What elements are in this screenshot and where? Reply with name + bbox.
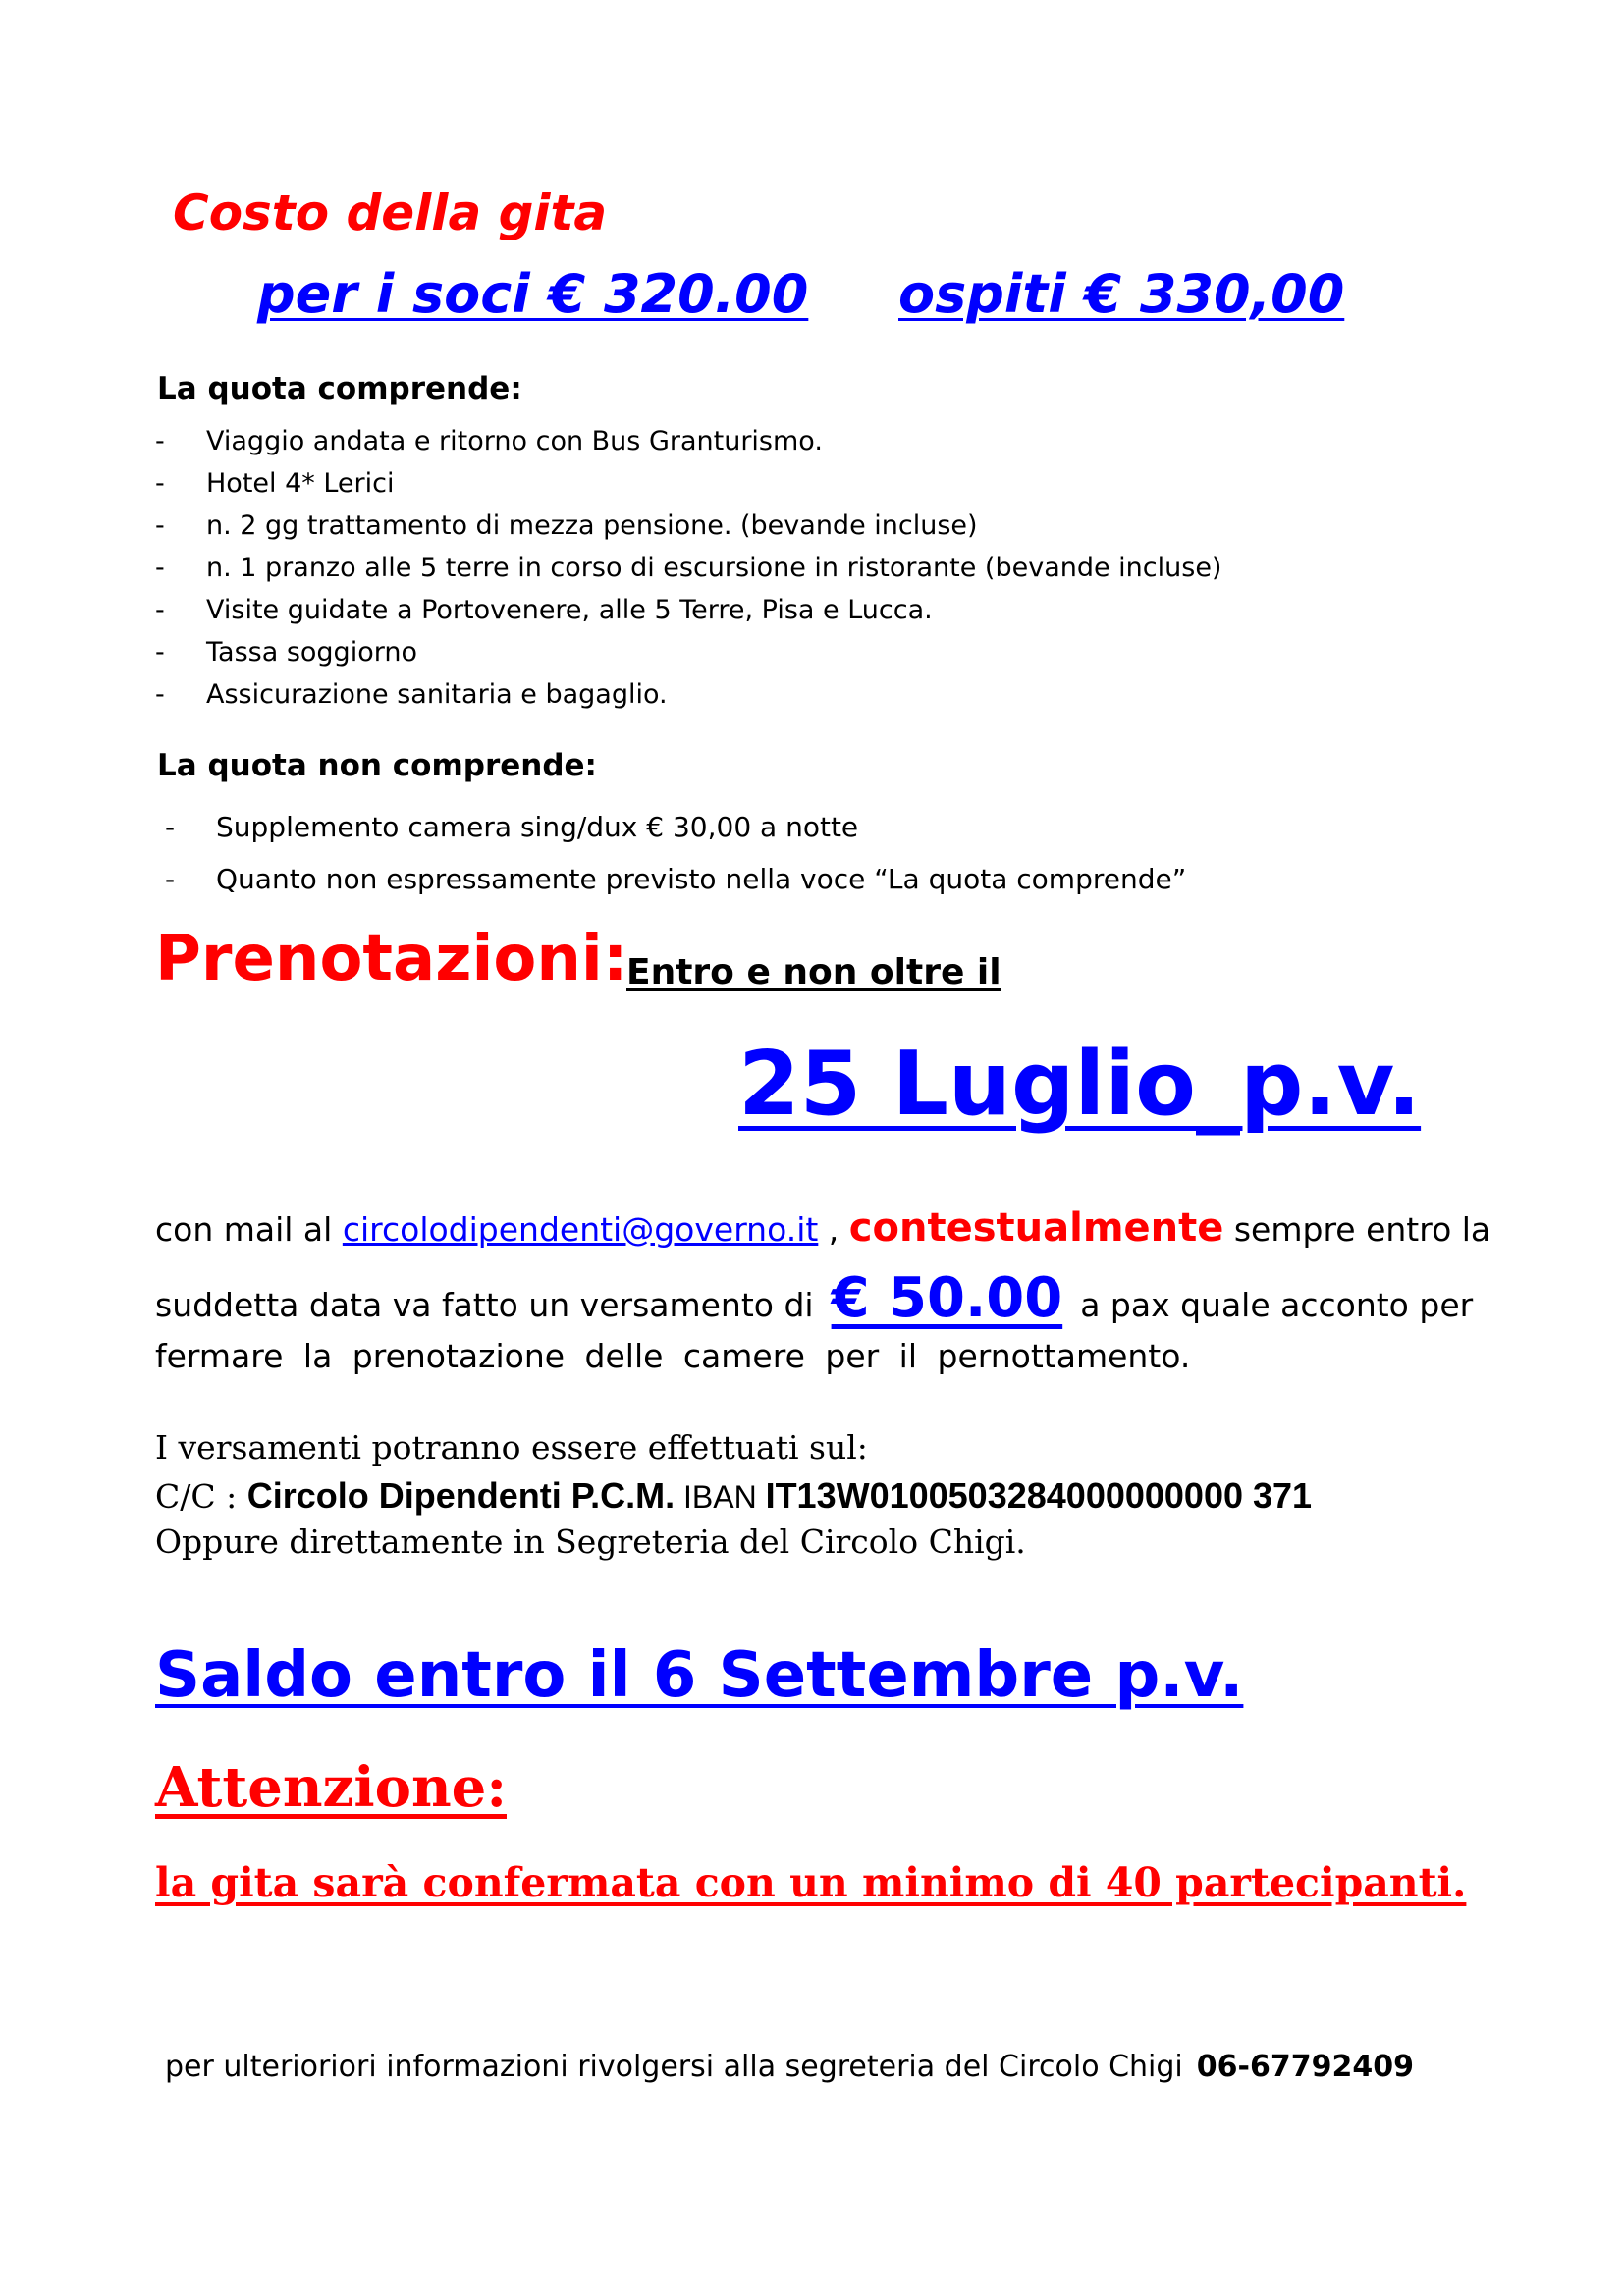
balance-deadline: Saldo entro il 6 Settembre p.v.: [155, 1639, 1244, 1712]
list-item: - Viaggio andata e ritorno con Bus Granturismo.: [155, 420, 1221, 462]
list-item: - Assicurazione sanitaria e bagaglio.: [155, 673, 1221, 716]
deposit-amount: € 50.00: [831, 1266, 1063, 1330]
footer-info: [165, 2050, 1414, 2084]
excluded-list: [165, 801, 1186, 905]
included-list: [155, 420, 1221, 716]
iban-label: IBAN: [675, 1479, 766, 1515]
booking-paragraph-line-1: [155, 1205, 1490, 1251]
booking-deadline-label: Entro e non oltre il: [626, 952, 1001, 992]
booking-paragraph-line-2: [155, 1266, 1474, 1330]
footer-text: per ulterioriori informazioni rivolgersi alla segreteria del Circolo Chigi: [165, 2050, 1183, 2084]
payment-account: [155, 1475, 1312, 1517]
booking-paragraph-line-3: fermare la prenotazione delle camere per il pernottamento.: [155, 1337, 1191, 1375]
price-members: per i soci € 320.00: [257, 263, 809, 325]
trip-cost-title: Costo della gita: [173, 185, 608, 241]
attention-heading: Attenzione:: [155, 1755, 507, 1820]
phone-number: 06-67792409: [1196, 2050, 1414, 2084]
list-item: - Tassa soggiorno: [155, 631, 1221, 673]
text: suddetta data va fatto un versamento di: [155, 1286, 814, 1324]
text: ,: [818, 1210, 849, 1249]
iban-value: IT13W0100503284000000000 371: [765, 1475, 1313, 1516]
list-item: - Hotel 4* Lerici: [155, 462, 1221, 505]
account-holder: Circolo Dipendenti P.C.M.: [246, 1475, 676, 1516]
list-item: - n. 1 pranzo alle 5 terre in corso di escursione in ristorante (bevande incluse): [155, 547, 1221, 589]
list-item: - n. 2 gg trattamento di mezza pensione. (bevande incluse): [155, 505, 1221, 547]
excluded-heading: La quota non comprende:: [157, 748, 597, 783]
attention-text: la gita sarà confermata con un minimo di 40 partecipanti.: [155, 1859, 1467, 1906]
included-heading: La quota comprende:: [157, 371, 522, 406]
booking-deadline-date: 25 Luglio_p.v.: [738, 1033, 1422, 1136]
emphasis-text: contestualmente: [848, 1205, 1224, 1251]
text: a pax quale acconto per: [1080, 1286, 1474, 1324]
payment-intro: I versamenti potranno essere effettuati sul:: [155, 1428, 868, 1467]
text: sempre entro la: [1223, 1210, 1491, 1249]
booking-heading: Prenotazioni:: [155, 923, 628, 995]
price-guests: ospiti € 330,00: [898, 263, 1345, 325]
list-item: - Supplemento camera sing/dux € 30,00 a notte: [165, 801, 1186, 853]
email-link[interactable]: circolodipendenti@governo.it: [342, 1210, 819, 1249]
payment-alternative: Oppure direttamente in Segreteria del Circolo Chigi.: [155, 1522, 1026, 1561]
list-item: - Quanto non espressamente previsto nella voce “La quota comprende”: [165, 853, 1186, 905]
text: con mail al: [155, 1210, 343, 1249]
list-item: - Visite guidate a Portovenere, alle 5 Terre, Pisa e Lucca.: [155, 589, 1221, 631]
cc-label: C/C :: [155, 1477, 247, 1516]
